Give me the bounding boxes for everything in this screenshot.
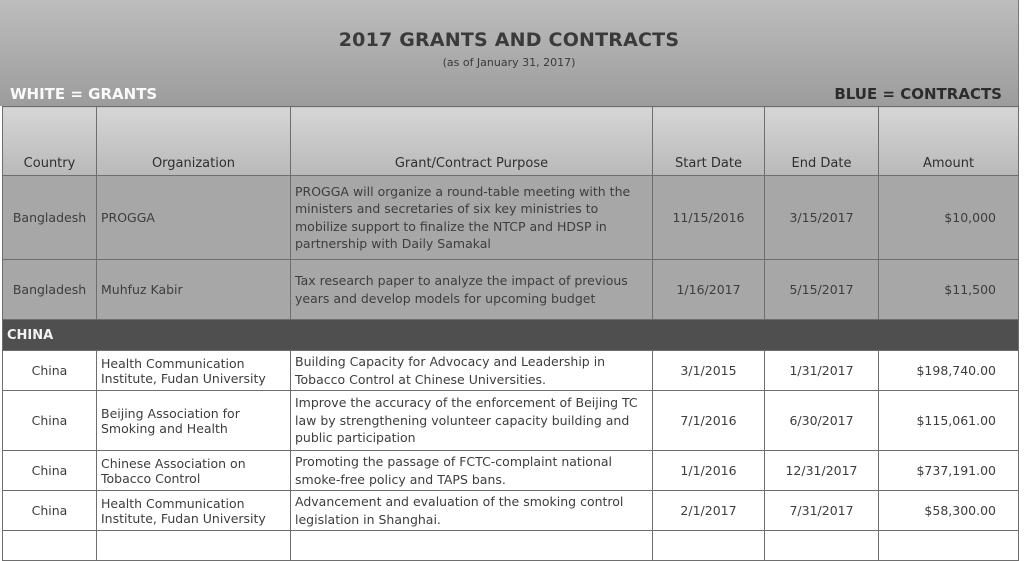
cell-end-date: 1/31/2017 <box>765 351 879 391</box>
cell-purpose: Tax research paper to analyze the impact of previous years and develop models for upcoming budget <box>291 260 653 320</box>
cell-start-date: 3/1/2015 <box>653 351 765 391</box>
cell-end-date: 3/15/2017 <box>765 176 879 260</box>
page-title: 2017 GRANTS AND CONTRACTS <box>338 29 680 51</box>
cell-amount: $58,300.00 <box>879 491 1019 531</box>
col-header-purpose: Grant/Contract Purpose <box>291 107 653 176</box>
cell-start-date: 1/16/2017 <box>653 260 765 320</box>
table-row <box>3 491 1019 531</box>
cell-start-date: 1/1/2016 <box>653 451 765 491</box>
table-row <box>3 391 1019 451</box>
cell-organization: Beijing Association for Smoking and Health <box>97 391 291 451</box>
cell-start-date: 2/1/2017 <box>653 491 765 531</box>
cell-organization: Health Communication Institute, Fudan University <box>97 491 291 531</box>
cell-purpose: Building Capacity for Advocacy and Leadership in Tobacco Control at Chinese Universities. <box>291 351 653 391</box>
cell-purpose: Advancement and evaluation of the smoking control legislation in Shanghai. <box>291 491 653 531</box>
cell-amount: $198,740.00 <box>879 351 1019 391</box>
table-row-partial <box>3 531 1019 561</box>
table-header-row <box>3 107 1019 176</box>
cell-amount: $115,061.00 <box>879 391 1019 451</box>
cell-purpose: Improve the accuracy of the enforcement of Beijing TC law by strengthening volunteer capacity building and public participation <box>291 391 653 451</box>
cell-start-date: 11/15/2016 <box>653 176 765 260</box>
table-row <box>3 176 1019 260</box>
cell-purpose: Promoting the passage of FCTC-complaint national smoke-free policy and TAPS bans. <box>291 451 653 491</box>
col-header-country: Country <box>3 107 97 176</box>
col-header-organization: Organization <box>97 107 291 176</box>
document-header <box>0 0 1019 106</box>
col-header-end-date: End Date <box>765 107 879 176</box>
section-row-china <box>3 320 1019 351</box>
table-row <box>3 351 1019 391</box>
cell-end-date: 6/30/2017 <box>765 391 879 451</box>
legend-contracts: BLUE = CONTRACTS <box>834 85 1002 103</box>
table-row <box>3 260 1019 320</box>
cell-organization: Chinese Association on Tobacco Control <box>97 451 291 491</box>
cell-purpose: PROGGA will organize a round-table meeting with the ministers and secretaries of six key ministries to mobilize support to finalize the NTCP and HDSP in partnership with Daily Samakal <box>291 176 653 260</box>
cell-amount: $11,500 <box>879 260 1019 320</box>
cell-end-date: 12/31/2017 <box>765 451 879 491</box>
cell-country: Bangladesh <box>3 176 97 260</box>
cell-amount: $10,000 <box>879 176 1019 260</box>
cell-country: China <box>3 491 97 531</box>
cell-end-date: 7/31/2017 <box>765 491 879 531</box>
cell-country: China <box>3 451 97 491</box>
cell-start-date: 7/1/2016 <box>653 391 765 451</box>
grants-table <box>2 106 1019 561</box>
legend-grants: WHITE = GRANTS <box>10 85 158 103</box>
cell-country: China <box>3 351 97 391</box>
cell-amount: $737,191.00 <box>879 451 1019 491</box>
col-header-start-date: Start Date <box>653 107 765 176</box>
section-label: CHINA <box>3 320 1019 351</box>
col-header-amount: Amount <box>879 107 1019 176</box>
cell-organization: Muhfuz Kabir <box>97 260 291 320</box>
cell-end-date: 5/15/2017 <box>765 260 879 320</box>
table-row <box>3 451 1019 491</box>
page-subtitle: (as of January 31, 2017) <box>442 56 576 69</box>
cell-country: Bangladesh <box>3 260 97 320</box>
cell-organization: PROGGA <box>97 176 291 260</box>
cell-organization: Health Communication Institute, Fudan University <box>97 351 291 391</box>
cell-country: China <box>3 391 97 451</box>
